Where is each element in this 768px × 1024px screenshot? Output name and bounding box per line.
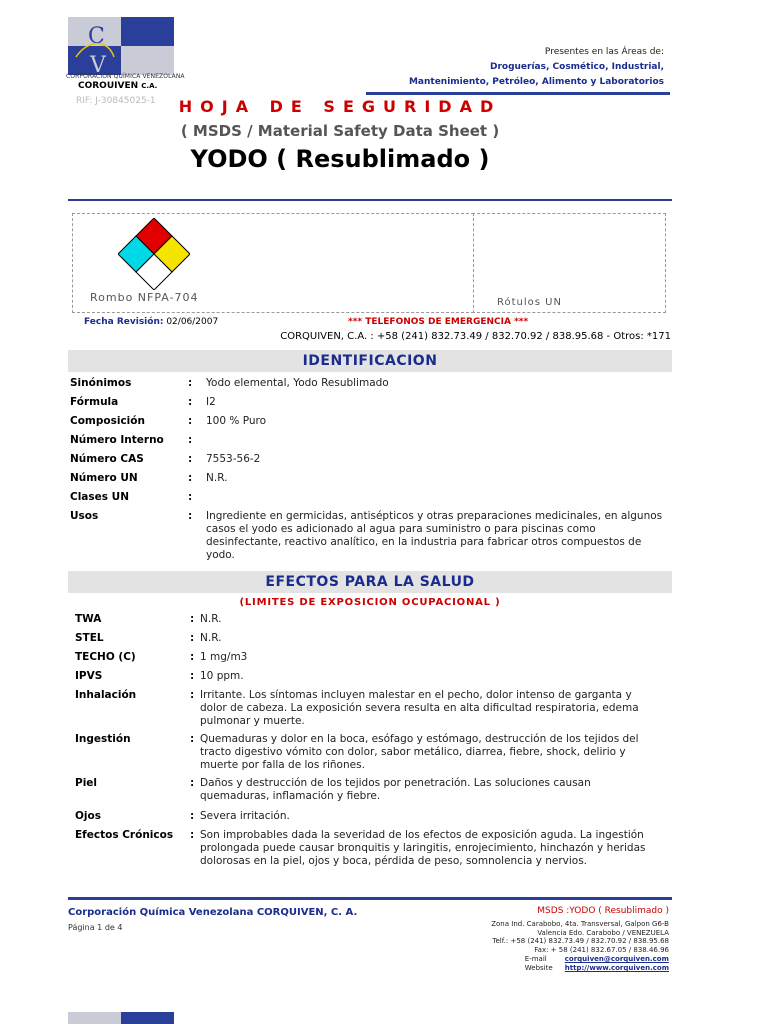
document-subtitle: ( MSDS / Material Safety Data Sheet ) [180,122,500,140]
document-title: HOJA DE SEGURIDAD [178,97,502,116]
corquiven-logo [68,17,174,75]
row-value: N.R. [200,632,222,644]
address-line: Valencia Edo. Carabobo / VENEZUELA [537,928,669,937]
row-label: TECHO (C) [75,651,136,663]
logo-suffix: C.A. [141,82,158,90]
row-label: STEL [75,632,104,644]
emergency-phones: CORQUIVEN, C.A. : +58 (241) 832.73.49 / 832.70.92 / 838.95.68 - Otros: *171 [280,331,671,342]
rotulos-label: Rótulos UN [497,297,562,308]
address-line: Telf.: +58 (241) 832.73.49 / 832.70.92 / 838.95.68 [492,937,669,945]
revision-date [84,317,218,327]
next-page-logo [68,1012,174,1024]
row-value: Son improbables dada la severidad de los efectos de exposición aguda. La ingestión prolongada puede causar bronquitis y laringitis, enrojecimiento, hinchazón y heridas dolorosas en la piel, ojos y boca, pérdida de peso, somnolencia y nervios. [200,829,646,867]
row-value: 7553-56-2 [206,453,261,465]
section-identificacion-header: IDENTIFICACION [68,350,672,372]
areas-line-2: Mantenimiento, Petróleo, Alimento y Laboratorios [408,77,664,87]
row-label: Clases UN [70,491,129,503]
nfpa-704-diamond [118,218,190,290]
footer-msds-ref: MSDS :YODO ( Resublimado ) [537,906,669,916]
website-label: Website [524,964,553,972]
row-label: Piel [75,777,98,789]
logo-caption: CORPORACIÓN QUÍMICA VENEZOLANA [66,73,185,80]
row-value: N.R. [206,472,228,484]
revision-value: 02/06/2007 [166,317,219,327]
footer-company: Corporación Química Venezolana CORQUIVEN, C. A. [68,907,358,918]
areas-intro: Presentes en las Áreas de: [544,47,664,57]
row-label: Número CAS [70,453,144,465]
rif-number: RIF: J-30845025-1 [76,96,156,106]
row-label: Efectos Crónicos [75,829,174,841]
revision-label: Fecha Revisión: [84,317,164,327]
row-value: Yodo elemental, Yodo Resublimado [206,377,389,389]
title-divider [68,199,672,201]
row-value: N.R. [200,613,222,625]
row-value: 1 mg/m3 [200,651,248,663]
address-line: Zona Ind. Carabobo, 4ta. Transversal, Galpon G6-B [491,920,669,928]
row-label: Usos [70,510,99,522]
row-value: 100 % Puro [206,415,267,427]
row-label: Composición [70,415,145,427]
row-value: Severa irritación. [200,810,290,822]
product-name: YODO ( Resublimado ) [190,145,490,173]
svg-text:C: C [88,24,105,49]
row-label: Número UN [70,472,138,484]
row-label: Fórmula [70,396,119,408]
section-salud-header: EFECTOS PARA LA SALUD [68,571,672,593]
row-value: I2 [206,396,216,408]
emergency-title: *** TELEFONOS DE EMERGENCIA *** [348,317,529,327]
row-value: Irritante. Los síntomas incluyen malestar en el pecho, dolor intenso de garganta y dolor de cabeza. La exposición severa resulta en alta dificultad respiratoria, edema pulmonar y muerte. [200,689,639,727]
row-value: Ingrediente en germicidas, antisépticos y otras preparaciones medicinales, en algunos casos el yodo es adicionado al agua para suministro o para piscinas como desinfectante, reactivo analítico, en la industria para fabricar otros compuestos de yodo. [206,510,663,561]
areas-line-1: Droguerías, Cosmético, Industrial, [489,62,664,72]
svg-text:V: V [90,53,106,75]
logo-name-text: COROUIVEN [78,81,139,91]
row-value: 10 ppm. [200,670,244,682]
row-label: IPVS [75,670,103,682]
header-divider [366,92,670,95]
address-line: Fax: + 58 (241) 832.67.05 / 838.46.96 [534,945,669,954]
areas-block [409,45,664,90]
row-label: Ojos [75,810,101,822]
footer-divider [68,897,672,900]
website-link[interactable]: http://www.corquiven.com [564,964,669,972]
email-label: E-mail [524,955,547,963]
row-label: Ingestión [75,733,131,745]
row-value: Daños y destrucción de los tejidos por penetración. Las soluciones causan quemaduras, inflamación y fiebre. [200,777,591,802]
rombo-label: Rombo NFPA-704 [90,291,199,304]
row-value: Quemaduras y dolor en la boca, esófago y estómago, destrucción de los tejidos del tracto digestivo vómito con dolor, sabor metálico, diarrea, fiebre, shock, delirio y muerte por falla de los riñones. [200,733,639,771]
row-label: Sinónimos [70,377,132,389]
row-label: Número Interno [70,434,164,446]
row-label: TWA [75,613,102,625]
footer-contacts [525,955,669,973]
row-label: Inhalación [75,689,137,701]
logo-company-name [78,81,157,91]
email-link[interactable]: corquiven@corquiven.com [564,955,669,963]
page-number: Página 1 de 4 [68,923,123,932]
section-salud-subheader: (LIMITES DE EXPOSICION OCUPACIONAL ) [239,597,501,608]
footer-address [491,920,669,954]
